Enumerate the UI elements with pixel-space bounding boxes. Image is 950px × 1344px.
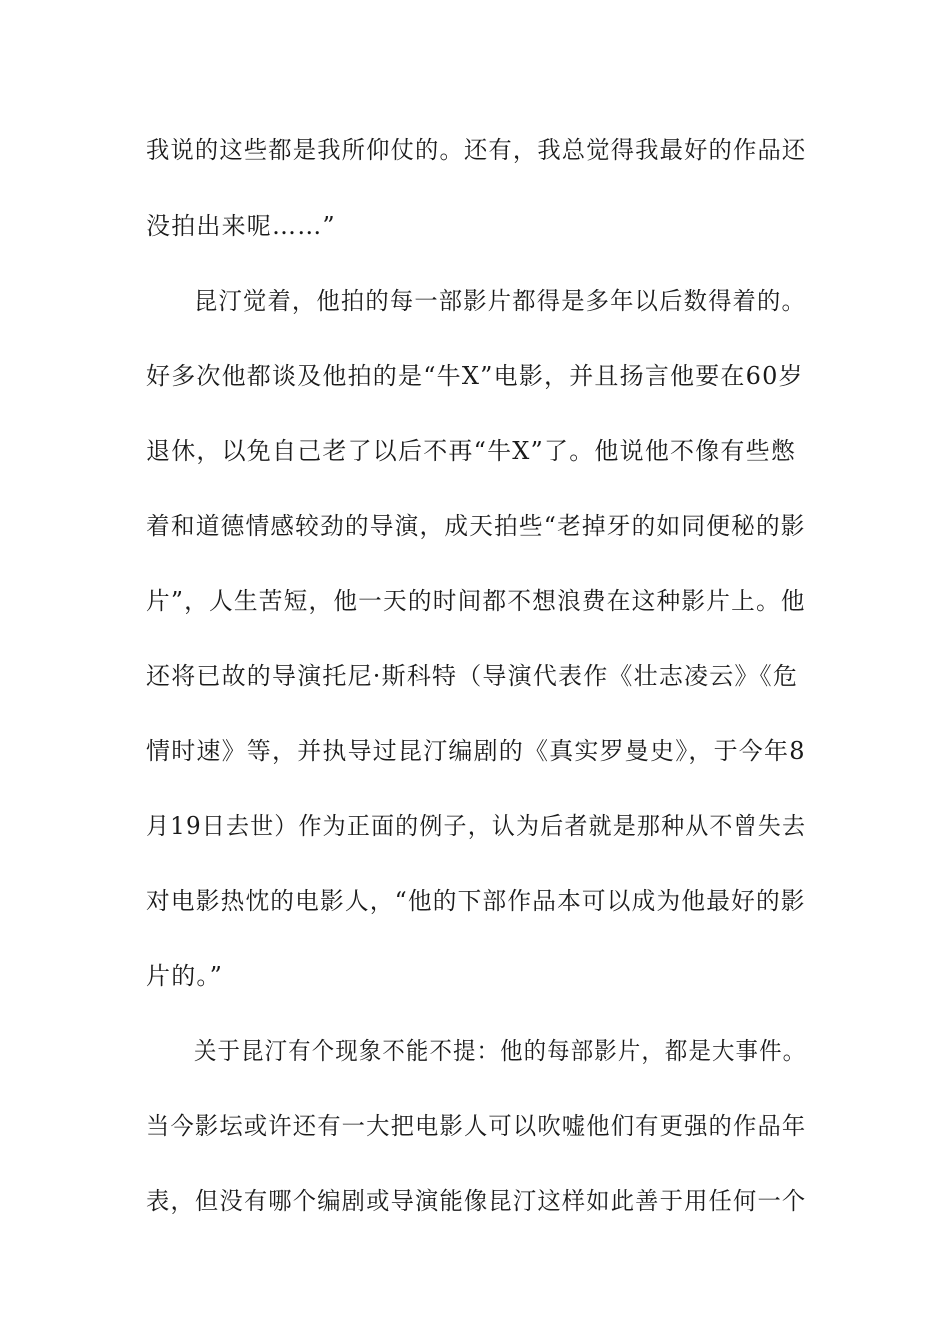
text-line: 片的。” xyxy=(146,962,224,990)
text-line: 对电影热忱的电影人，“他的下部作品本可以成为他最好的影 xyxy=(146,887,806,915)
text-line: 情时速》等，并执导过昆汀编剧的《真实罗曼史》，于今年8 xyxy=(146,737,806,765)
paragraph-first-line: 昆汀觉着，他拍的每一部影片都得是多年以后数得着的。 xyxy=(194,287,806,315)
text-line: 月19日去世）作为正面的例子，认为后者就是那种从不曾失去 xyxy=(146,812,807,840)
paragraph-first-line: 关于昆汀有个现象不能不提：他的每部影片，都是大事件。 xyxy=(194,1037,807,1065)
text-line: 表，但没有哪个编剧或导演能像昆汀这样如此善于用任何一个 xyxy=(146,1187,807,1215)
text-line: 没拍出来呢……” xyxy=(146,212,336,240)
text-line: 我说的这些都是我所仰仗的。还有，我总觉得我最好的作品还 xyxy=(146,136,807,164)
text-line: 好多次他都谈及他拍的是“牛X”电影，并且扬言他要在60岁 xyxy=(146,362,804,390)
text-line: 退休，以免自己老了以后不再“牛X”了。他说他不像有些憋 xyxy=(146,437,797,465)
text-line: 片”，人生苦短，他一天的时间都不想浪费在这种影片上。他 xyxy=(146,587,806,615)
text-line: 还将已故的导演托尼·斯科特（导演代表作《壮志凌云》《危 xyxy=(146,662,799,690)
text-line: 着和道德情感较劲的导演，成天拍些“老掉牙的如同便秘的影 xyxy=(146,512,806,540)
text-line: 当今影坛或许还有一大把电影人可以吹嘘他们有更强的作品年 xyxy=(146,1112,807,1140)
